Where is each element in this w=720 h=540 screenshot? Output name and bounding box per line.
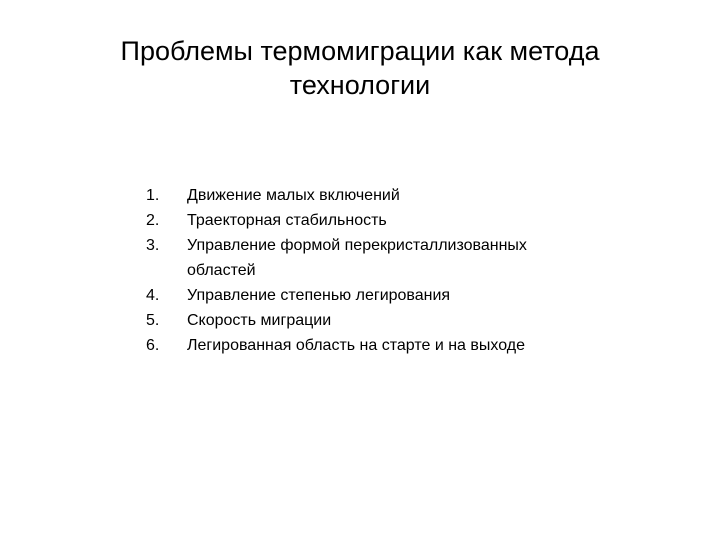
list-item-number: 4.	[146, 287, 160, 304]
slide-title-line-1: Проблемы термомиграции как метода	[120, 36, 600, 66]
list-item-number: 1.	[146, 187, 160, 204]
list-item-text: Скорость миграции	[187, 312, 332, 329]
numbered-list	[0, 183, 720, 358]
slide-title	[60, 34, 660, 102]
list-item-number: 2.	[146, 212, 160, 229]
list-item-number: 6.	[146, 337, 160, 354]
list-item-text: Траекторная стабильность	[187, 212, 387, 229]
list-item	[0, 283, 720, 308]
list-item-text: Управление степенью легирования	[187, 287, 451, 304]
slide-title-line-2: технологии	[289, 70, 431, 100]
list-item	[0, 308, 720, 333]
list-item	[0, 233, 720, 283]
list-item-number: 3.	[146, 237, 160, 254]
list-item-text: Управление формой перекристаллизованных областей	[187, 237, 527, 279]
list-item-text: Движение малых включений	[187, 187, 400, 204]
list-item-number: 5.	[146, 312, 160, 329]
list-item	[0, 183, 720, 208]
list-item	[0, 333, 720, 358]
list-item	[0, 208, 720, 233]
list-item-text: Легированная область на старте и на выходе	[187, 337, 525, 354]
